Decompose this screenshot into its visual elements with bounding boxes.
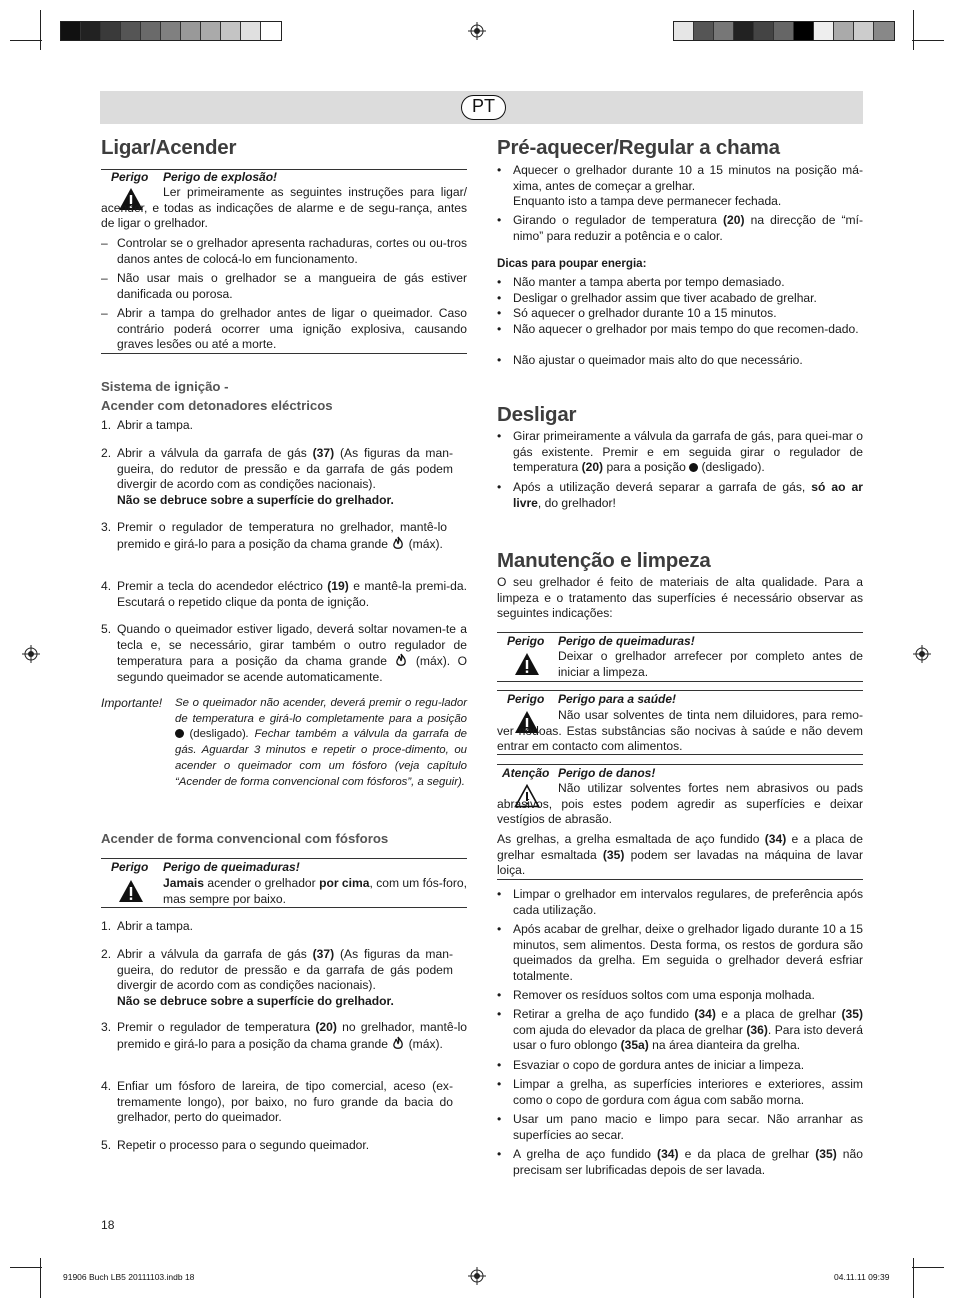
color-bar-left <box>60 21 282 41</box>
divider <box>101 858 467 859</box>
warning-heading: Perigo de queimaduras! <box>163 860 300 874</box>
tips-title: Dicas para poupar energia: <box>497 257 647 270</box>
subsection-title: Acender de forma convencional com fósforos <box>101 831 389 846</box>
section-title-preheat: Pré-aquecer/Regular a chama <box>497 136 780 159</box>
flame-icon <box>394 653 408 667</box>
section-title-maintenance: Manutenção e limpeza <box>497 549 711 572</box>
language-badge: PT <box>461 95 506 120</box>
divider <box>497 681 863 682</box>
flame-icon <box>391 1036 405 1050</box>
warning-label: Perigo <box>111 170 149 184</box>
warning-label: Atenção <box>502 766 550 780</box>
warning-triangle-icon <box>514 652 540 676</box>
important-text: Se o queimador não acender, deverá premir o regu-lador de temperatura e girá-lo completamente para a posição (desligado). Fechar também a válvula da garrafa de gás. Aguardar 3 minutos e repetir o proce-dimento, ou acender o queimador com um fósforo (veja capítulo “Acender de forma convencional com fósforos”, a seguir). <box>175 697 468 788</box>
crop-mark <box>10 40 42 41</box>
off-dot-icon <box>689 463 698 472</box>
warning-heading: Perigo de danos! <box>558 766 656 780</box>
warning-label: Perigo <box>507 634 545 648</box>
section-title-desligar: Desligar <box>497 403 577 426</box>
registration-mark-icon <box>913 645 931 663</box>
divider <box>497 754 863 755</box>
divider <box>101 353 467 354</box>
important-label: Importante! <box>101 696 163 710</box>
subsection-title: Acender com detonadores eléctricos <box>101 398 333 413</box>
crop-mark <box>913 1258 914 1298</box>
crop-mark <box>912 1267 944 1268</box>
crop-mark <box>913 10 914 50</box>
flame-icon <box>391 536 405 550</box>
divider <box>497 690 863 691</box>
color-bar-right <box>673 21 895 41</box>
crop-mark <box>912 40 944 41</box>
warning-text: Deixar o grelhador arrefecer por completo antes de iniciar a limpeza. <box>558 649 863 679</box>
registration-mark-icon <box>22 645 40 663</box>
page-number: 18 <box>101 1218 115 1232</box>
print-slug-file: 91906 Buch LB5 20111103.indb 18 <box>63 1272 195 1282</box>
crop-mark <box>10 1267 42 1268</box>
crop-mark <box>40 10 41 50</box>
divider <box>497 879 863 880</box>
maintenance-intro: O seu grelhador é feito de materiais de alta qualidade. Para a limpeza e o tratamento das superfícies é necessário observar as seguintes indicações: <box>497 575 863 621</box>
divider <box>497 764 863 765</box>
crop-mark <box>40 1258 41 1298</box>
warning-heading: Perigo para a saúde! <box>558 692 677 706</box>
registration-mark-icon <box>468 1267 486 1285</box>
warning-triangle-icon <box>118 879 144 903</box>
warning-heading: Perigo de queimaduras! <box>558 634 695 648</box>
grills-note: As grelhas, a grelha esmaltada de aço fundido (34) e a placa de grelhar esmaltada (35) podem ser lavadas na máquina de lavar loiça. <box>497 832 863 878</box>
divider <box>101 907 467 908</box>
divider <box>497 632 863 633</box>
warning-text: Não usar solventes de tinta nem diluidores, para remo-ver nódoas. Estas substâncias são nocivas à saúde e não devem entrar em contacto com alimentos. <box>497 708 863 754</box>
off-dot-icon <box>175 729 184 738</box>
warning-label: Perigo <box>111 860 149 874</box>
registration-mark-icon <box>468 22 486 40</box>
warning-text: Ler primeiramente as seguintes instruções para ligar/ acender, e todas as indicações de alarme e de segu-rança, antes de ligar o grelhador. <box>101 185 467 231</box>
print-slug-date: 04.11.11 09:39 <box>834 1272 890 1282</box>
warning-text: Não utilizar solventes fortes nem abrasivos ou pads abrasivos, pois estes podem agredir as superfícies e deixar vestígios de abrasão. <box>497 781 863 827</box>
section-title-ligar: Ligar/Acender <box>101 136 237 159</box>
divider <box>101 169 467 170</box>
warning-text: Jamais acender o grelhador por cima, com um fós-foro, mas sempre por baixo. <box>163 876 467 906</box>
warning-label: Perigo <box>507 692 545 706</box>
subsection-title: Sistema de ignição - <box>101 379 229 394</box>
warning-heading: Perigo de explosão! <box>163 170 278 184</box>
